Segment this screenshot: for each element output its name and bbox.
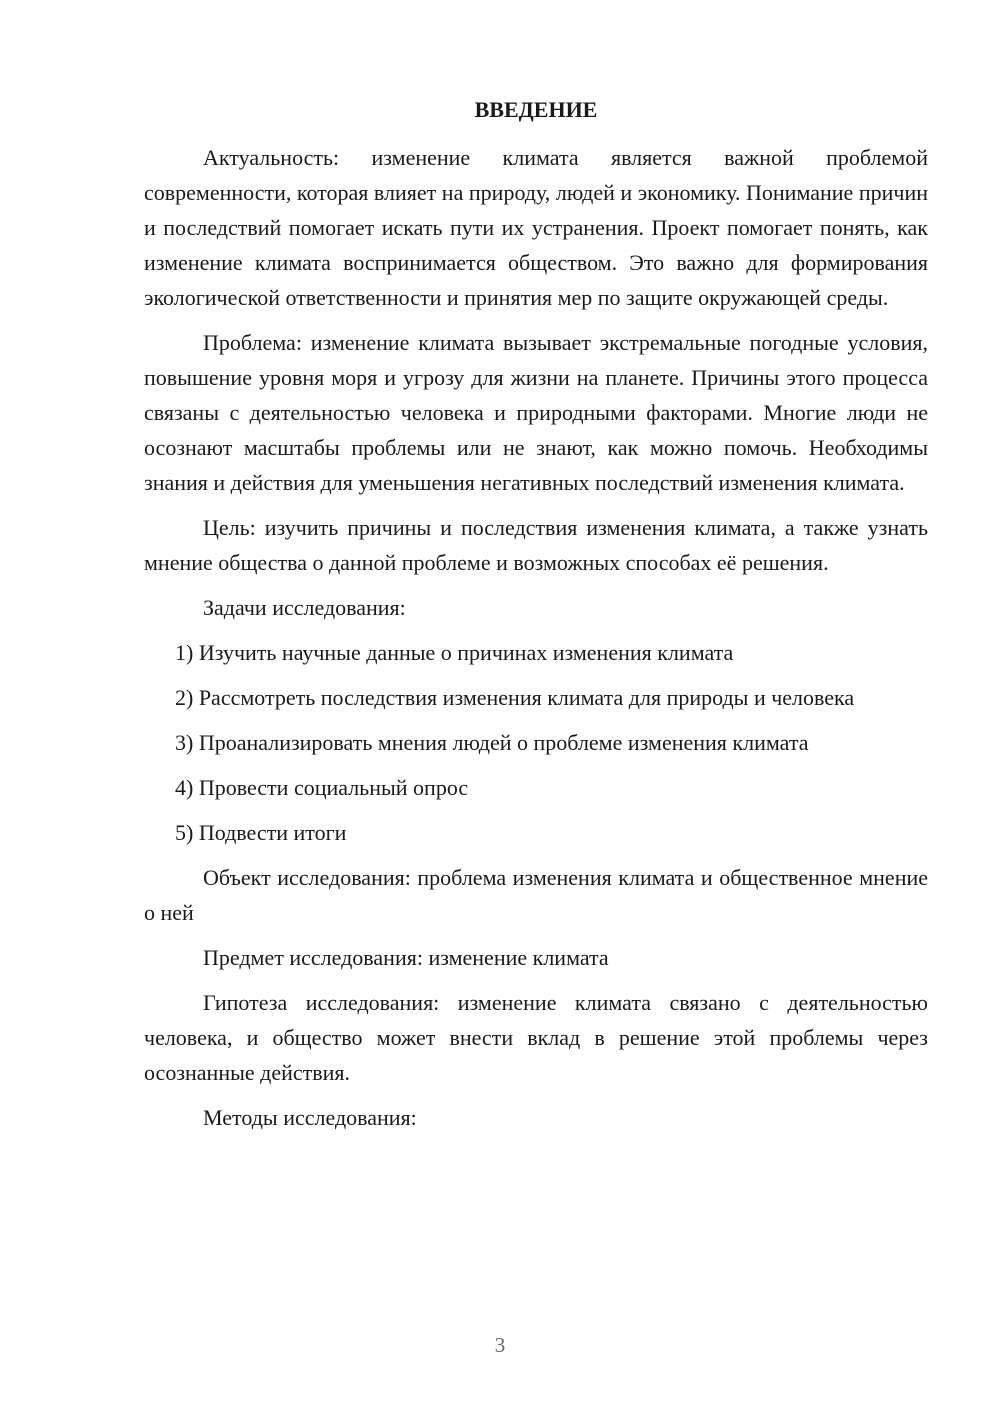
paragraph-problem: Проблема: изменение климата вызывает экстремальные погодные условия, повышение уровня моря и угрозу для жизни на планете. Причины этого процесса связаны с деятельностью человека и природными факторами. Многие люди не осознают масштабы проблемы или не знают, как можно помочь. Необходимы знания и действия для уменьшения негативных последствий изменения климата.	[144, 330, 928, 495]
paragraph-subject: Предмет исследования: изменение климата	[203, 945, 609, 970]
page-number: 3	[494, 1333, 506, 1357]
task-item-5: 5) Подвести итоги	[175, 820, 347, 845]
task-item-3: 3) Проанализировать мнения людей о проблеме изменения климата	[175, 730, 809, 755]
paragraph-methods: Методы исследования:	[203, 1105, 417, 1130]
task-item-4: 4) Провести социальный опрос	[175, 775, 469, 800]
section-title: ВВЕДЕНИЕ	[474, 97, 598, 122]
paragraph-object: Объект исследования: проблема изменения климата и общественное мнение о ней	[144, 865, 928, 925]
paragraph-tasks-heading: Задачи исследования:	[203, 595, 406, 620]
task-item-2: 2) Рассмотреть последствия изменения климата для природы и человека	[175, 685, 855, 710]
paragraph-goal: Цель: изучить причины и последствия изменения климата, а также узнать мнение общества о данной проблеме и возможных способах её решения.	[144, 515, 928, 575]
task-item-1: 1) Изучить научные данные о причинах изменения климата	[175, 640, 734, 665]
paragraph-hypothesis: Гипотеза исследования: изменение климата связано с деятельностью человека, и общество может внести вклад в решение этой проблемы через осознанные действия.	[144, 990, 928, 1085]
paragraph-actuality: Актуальность: изменение климата является важной проблемой современности, которая влияет на природу, людей и экономику. Понимание причин и последствий помогает искать пути их устранения. Проект помогает понять, как изменение климата воспринимается обществом. Это важно для формирования экологической ответственности и принятия мер по защите окружающей среды.	[144, 145, 928, 310]
document-page	[144, 92, 928, 1145]
